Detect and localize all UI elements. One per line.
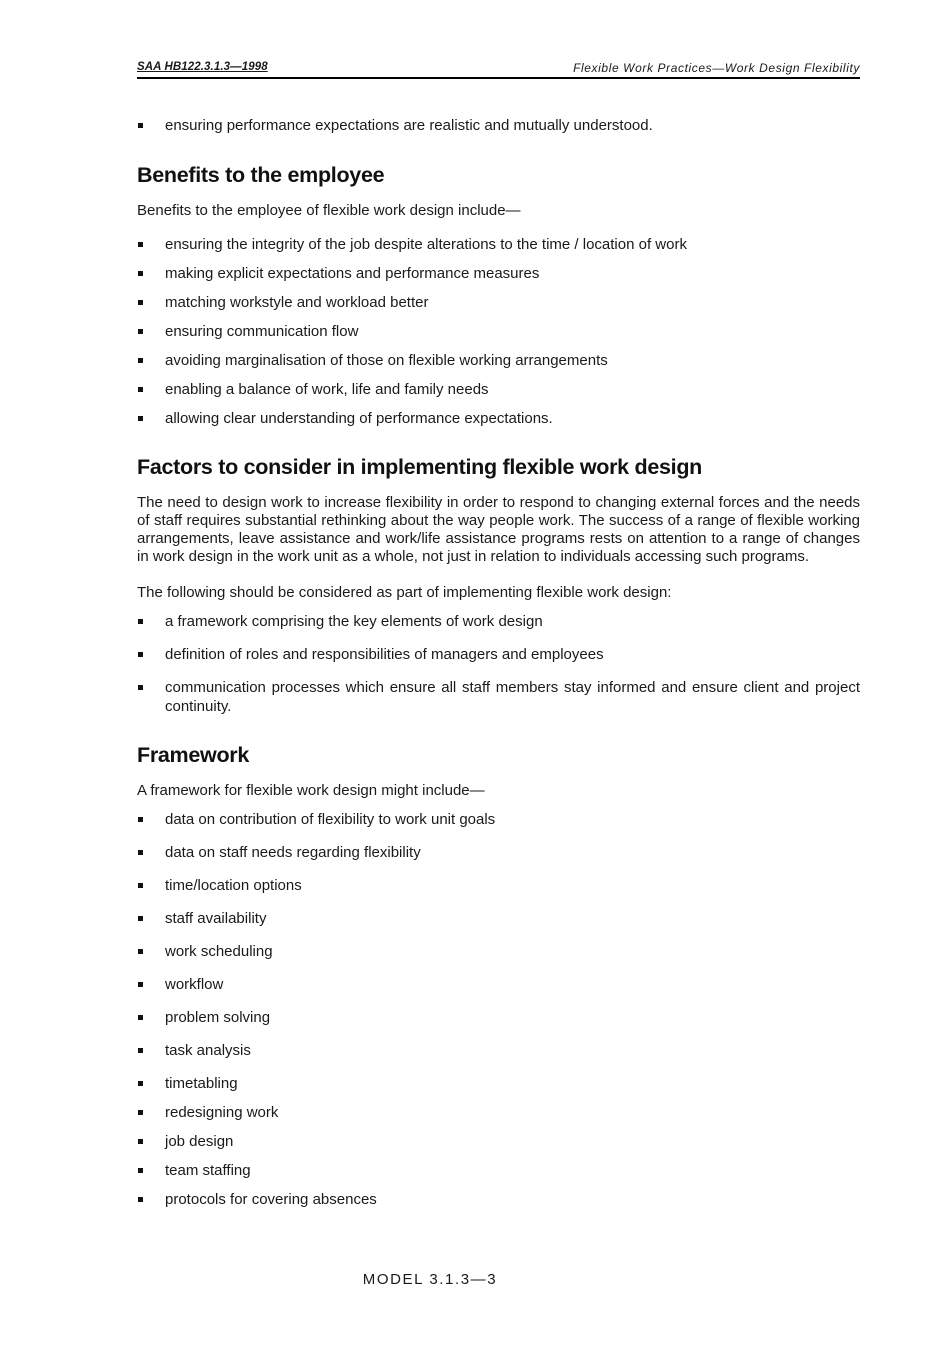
bullet-icon <box>138 817 143 822</box>
section-heading-framework: Framework <box>137 743 250 767</box>
document-id: SAA HB122.3.1.3—1998 <box>137 61 268 73</box>
list-item: ensuring communication flow <box>137 322 860 341</box>
page-content <box>137 116 860 1209</box>
bullet-icon <box>138 300 143 305</box>
list-item: staff availability <box>137 909 860 928</box>
list-item: team staffing <box>137 1161 860 1180</box>
list-item: data on staff needs regarding flexibility <box>137 843 860 862</box>
bullet-icon <box>138 916 143 921</box>
bullet-icon <box>138 949 143 954</box>
bullet-icon <box>138 329 143 334</box>
list-item: redesigning work <box>137 1103 860 1122</box>
bullet-icon <box>138 850 143 855</box>
bullet-icon <box>138 883 143 888</box>
section-heading-benefits: Benefits to the employee <box>137 163 385 187</box>
list-item: workflow <box>137 975 860 994</box>
list-item: task analysis <box>137 1041 860 1060</box>
bullet-icon <box>138 1168 143 1173</box>
list-item: job design <box>137 1132 860 1151</box>
list-item: ensuring the integrity of the job despite alterations to the time / location of work <box>137 235 860 254</box>
bullet-icon <box>138 242 143 247</box>
bullet-icon <box>138 652 143 657</box>
list-item: communication processes which ensure all staff members stay informed and ensure client and project continuity. <box>137 678 860 716</box>
bullet-icon <box>138 387 143 392</box>
list-item: data on contribution of flexibility to work unit goals <box>137 810 860 829</box>
list-item: definition of roles and responsibilities of managers and employees <box>137 645 860 664</box>
list-item: ensuring performance expectations are realistic and mutually understood. <box>137 116 860 135</box>
benefits-list <box>137 235 860 428</box>
intro-bullet-list <box>137 116 860 135</box>
list-item: enabling a balance of work, life and family needs <box>137 380 860 399</box>
bullet-icon <box>138 416 143 421</box>
bullet-icon <box>138 685 143 690</box>
list-item: making explicit expectations and performance measures <box>137 264 860 283</box>
bullet-icon <box>138 982 143 987</box>
framework-list <box>137 810 860 1209</box>
list-item: matching workstyle and workload better <box>137 293 860 312</box>
bullet-icon <box>138 1139 143 1144</box>
list-item: time/location options <box>137 876 860 895</box>
list-item: a framework comprising the key elements of work design <box>137 612 860 631</box>
factors-list <box>137 612 860 716</box>
bullet-icon <box>138 1081 143 1086</box>
framework-intro: A framework for flexible work design might include— <box>137 782 485 799</box>
list-item: allowing clear understanding of performance expectations. <box>137 409 860 428</box>
list-item: avoiding marginalisation of those on flexible working arrangements <box>137 351 860 370</box>
factors-paragraph: The need to design work to increase flexibility in order to respond to changing external forces and the needs of staff requires substantial rethinking about the way people work. The success of a range of flexible working arrangements, leave assistance and work/life assistance programs rests on attention to a range of changes in work design in the work unit as a whole, not just in relation to individuals accessing such programs. <box>137 494 860 565</box>
benefits-intro: Benefits to the employee of flexible work design include— <box>137 202 521 219</box>
section-heading-factors: Factors to consider in implementing flexible work design <box>137 455 703 479</box>
bullet-icon <box>138 1015 143 1020</box>
document-title: Flexible Work Practices—Work Design Flexibility <box>573 61 860 75</box>
page-footer: MODEL 3.1.3—3 <box>362 1271 498 1288</box>
bullet-icon <box>138 1048 143 1053</box>
bullet-icon <box>138 123 143 128</box>
list-item: timetabling <box>137 1074 860 1093</box>
bullet-icon <box>138 1110 143 1115</box>
bullet-icon <box>138 1197 143 1202</box>
list-item: protocols for covering absences <box>137 1190 860 1209</box>
bullet-icon <box>138 619 143 624</box>
list-item: work scheduling <box>137 942 860 961</box>
running-header <box>137 61 860 79</box>
bullet-icon <box>138 271 143 276</box>
list-item: problem solving <box>137 1008 860 1027</box>
factors-intro: The following should be considered as part of implementing flexible work design: <box>137 584 672 601</box>
bullet-icon <box>138 358 143 363</box>
